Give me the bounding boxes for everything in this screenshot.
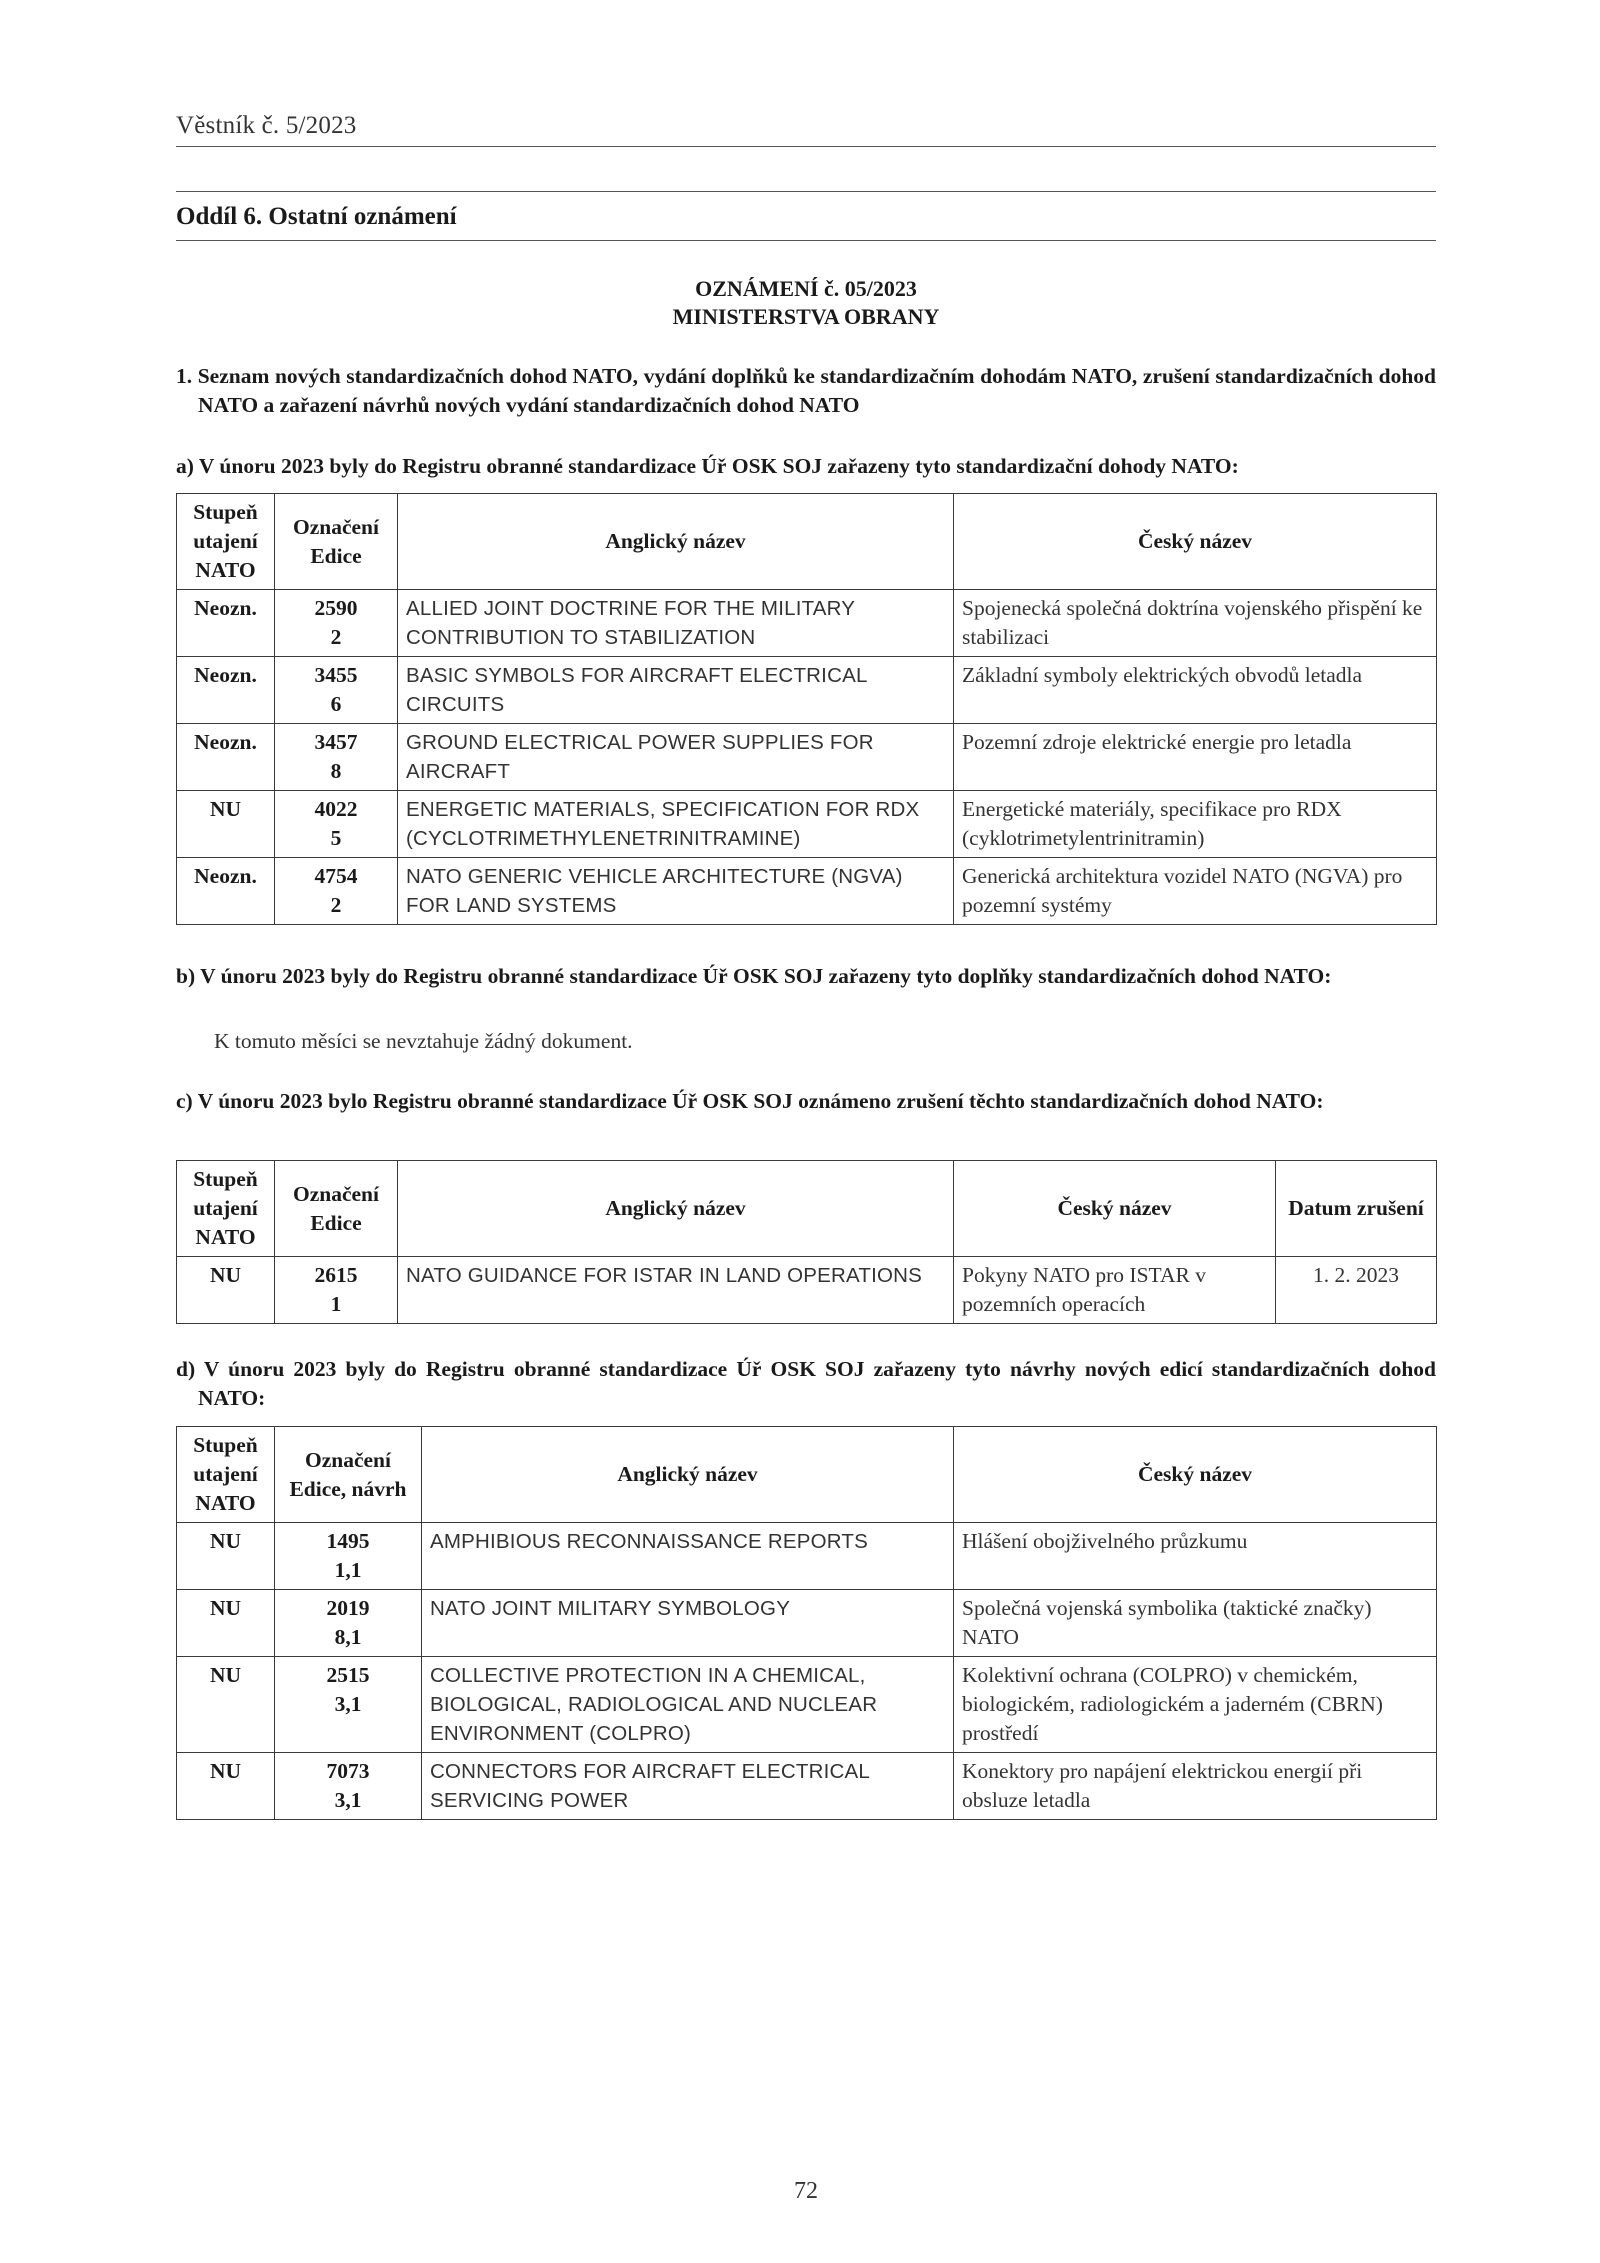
designation-cell: [275, 1257, 398, 1324]
stanag-number: 1495: [326, 1529, 370, 1553]
edition-number: 6: [330, 692, 342, 716]
table-row: [177, 1257, 1437, 1324]
table-row: [177, 724, 1437, 791]
table-row: [177, 1753, 1437, 1820]
designation-cell: [275, 1753, 422, 1820]
edition-number: 3,1: [334, 1692, 362, 1716]
designation-cell: [275, 791, 398, 858]
section-rule-bottom: [176, 240, 1436, 241]
english-title-cell: CONNECTORS FOR AIRCRAFT ELECTRICAL SERVICING POWER: [422, 1753, 954, 1820]
column-header: Anglický název: [398, 1161, 954, 1257]
column-header: Datum zrušení: [1276, 1161, 1437, 1257]
stanag-number: 3455: [314, 663, 358, 687]
notice-title-line2: MINISTERSTVA OBRANY: [672, 304, 940, 329]
column-header: Označení Edice: [275, 494, 398, 590]
stanag-number: 2590: [314, 596, 358, 620]
table-d: [176, 1426, 1437, 1820]
intro-paragraph: [176, 362, 1436, 420]
section-title: Oddíl 6. Ostatní oznámení: [176, 203, 457, 230]
section-d-heading: [176, 1355, 1436, 1413]
column-header: Český název: [954, 1427, 1437, 1523]
column-header: Anglický název: [398, 494, 954, 590]
english-title-cell: BASIC SYMBOLS FOR AIRCRAFT ELECTRICAL CIRCUITS: [398, 657, 954, 724]
designation-cell: [275, 1657, 422, 1753]
designation-cell: [275, 590, 398, 657]
stanag-number: 3457: [314, 730, 358, 754]
czech-title-cell: Pokyny NATO pro ISTAR v pozemních operacích: [954, 1257, 1276, 1324]
stanag-number: 7073: [326, 1759, 370, 1783]
czech-title-cell: Základní symboly elektrických obvodů letadla: [954, 657, 1437, 724]
english-title-cell: ENERGETIC MATERIALS, SPECIFICATION FOR RDX (CYCLOTRIMETHYLENETRINITRAMINE): [398, 791, 954, 858]
cancellation-date-cell: 1. 2. 2023: [1276, 1257, 1437, 1324]
section-b-heading-text: b) V únoru 2023 byly do Registru obranné standardizace Úř OSK SOJ zařazeny tyto doplňky standardizačních dohod NATO:: [176, 964, 1332, 988]
table-row: [177, 657, 1437, 724]
table-c: [176, 1160, 1437, 1324]
classification-cell: NU: [177, 1590, 275, 1657]
table-c-body: [177, 1257, 1437, 1324]
section-c-heading: [176, 1087, 1436, 1116]
page-number: 72: [794, 2178, 818, 2204]
classification-cell: NU: [177, 791, 275, 858]
stanag-number: 4022: [314, 797, 358, 821]
column-header: Stupeň utajení NATO: [177, 494, 275, 590]
czech-title-cell: Kolektivní ochrana (COLPRO) v chemickém, biologickém, radiologickém a jaderném (CBRN) prostředí: [954, 1657, 1437, 1753]
stanag-number: 2019: [326, 1596, 370, 1620]
classification-cell: Neozn.: [177, 724, 275, 791]
czech-title-cell: Společná vojenská symbolika (taktické značky) NATO: [954, 1590, 1437, 1657]
classification-cell: NU: [177, 1657, 275, 1753]
english-title-cell: NATO JOINT MILITARY SYMBOLOGY: [422, 1590, 954, 1657]
czech-title-cell: Generická architektura vozidel NATO (NGVA) pro pozemní systémy: [954, 858, 1437, 925]
table-row: [177, 858, 1437, 925]
stanag-number: 2515: [326, 1663, 370, 1687]
table-a-header-row: [177, 494, 1437, 590]
czech-title-cell: Energetické materiály, specifikace pro RDX (cyklotrimetylentrinitramin): [954, 791, 1437, 858]
table-a-body: [177, 590, 1437, 925]
stanag-number: 2615: [314, 1263, 358, 1287]
english-title-cell: COLLECTIVE PROTECTION IN A CHEMICAL, BIOLOGICAL, RADIOLOGICAL AND NUCLEAR ENVIRONMENT (COLPRO): [422, 1657, 954, 1753]
section-d-heading-text: d) V únoru 2023 byly do Registru obranné standardizace Úř OSK SOJ zařazeny tyto návrhy nových edicí standardizačních dohod NATO:: [176, 1357, 1436, 1410]
table-row: [177, 1657, 1437, 1753]
classification-cell: Neozn.: [177, 657, 275, 724]
edition-number: 8: [330, 759, 342, 783]
czech-title-cell: Konektory pro napájení elektrickou energií při obsluze letadla: [954, 1753, 1437, 1820]
table-a: [176, 493, 1437, 925]
classification-cell: NU: [177, 1753, 275, 1820]
section-b-note: K tomuto měsíci se nevztahuje žádný dokument.: [214, 1029, 633, 1053]
section-c-heading-text: c) V únoru 2023 bylo Registru obranné standardizace Úř OSK SOJ oznámeno zrušení těchto standardizačních dohod NATO:: [176, 1089, 1324, 1113]
table-d-body: [177, 1523, 1437, 1820]
running-head: Věstník č. 5/2023: [176, 112, 357, 139]
table-d-header-row: [177, 1427, 1437, 1523]
column-header: Anglický název: [422, 1427, 954, 1523]
designation-cell: [275, 724, 398, 791]
edition-number: 8,1: [334, 1625, 362, 1649]
czech-title-cell: Spojenecká společná doktrína vojenského přispění ke stabilizaci: [954, 590, 1437, 657]
classification-cell: Neozn.: [177, 590, 275, 657]
edition-number: 1,1: [334, 1558, 362, 1582]
czech-title-cell: Hlášení obojživelného průzkumu: [954, 1523, 1437, 1590]
column-header: Stupeň utajení NATO: [177, 1161, 275, 1257]
classification-cell: NU: [177, 1523, 275, 1590]
table-c-header-row: [177, 1161, 1437, 1257]
english-title-cell: AMPHIBIOUS RECONNAISSANCE REPORTS: [422, 1523, 954, 1590]
english-title-cell: NATO GENERIC VEHICLE ARCHITECTURE (NGVA) FOR LAND SYSTEMS: [398, 858, 954, 925]
edition-number: 2: [330, 625, 342, 649]
edition-number: 1: [330, 1292, 342, 1316]
stanag-number: 4754: [314, 864, 358, 888]
designation-cell: [275, 858, 398, 925]
column-header: Český název: [954, 494, 1437, 590]
column-header: Český název: [954, 1161, 1276, 1257]
section-b-heading: [176, 962, 1436, 991]
intro-text: 1. Seznam nových standardizačních dohod NATO, vydání doplňků ke standardizačním dohodám NATO, zrušení standardizačních dohod NATO a zařazení návrhů nových vydání standardizačních dohod NATO: [176, 364, 1436, 417]
column-header: Označení Edice, návrh: [275, 1427, 422, 1523]
english-title-cell: GROUND ELECTRICAL POWER SUPPLIES FOR AIRCRAFT: [398, 724, 954, 791]
table-row: [177, 1523, 1437, 1590]
edition-number: 5: [330, 826, 342, 850]
english-title-cell: ALLIED JOINT DOCTRINE FOR THE MILITARY CONTRIBUTION TO STABILIZATION: [398, 590, 954, 657]
czech-title-cell: Pozemní zdroje elektrické energie pro letadla: [954, 724, 1437, 791]
designation-cell: [275, 1523, 422, 1590]
notice-title-line1: OZNÁMENÍ č. 05/2023: [695, 276, 917, 301]
table-row: [177, 590, 1437, 657]
designation-cell: [275, 657, 398, 724]
classification-cell: NU: [177, 1257, 275, 1324]
header-rule: [176, 146, 1436, 147]
edition-number: 2: [330, 893, 342, 917]
table-row: [177, 1590, 1437, 1657]
column-header: Označení Edice: [275, 1161, 398, 1257]
section-rule-top: [176, 191, 1436, 192]
section-a-heading: a) V únoru 2023 byly do Registru obranné standardizace Úř OSK SOJ zařazeny tyto standardizační dohody NATO:: [176, 454, 1239, 478]
column-header: Stupeň utajení NATO: [177, 1427, 275, 1523]
classification-cell: Neozn.: [177, 858, 275, 925]
english-title-cell: NATO GUIDANCE FOR ISTAR IN LAND OPERATIONS: [398, 1257, 954, 1324]
designation-cell: [275, 1590, 422, 1657]
table-row: [177, 791, 1437, 858]
edition-number: 3,1: [334, 1788, 362, 1812]
